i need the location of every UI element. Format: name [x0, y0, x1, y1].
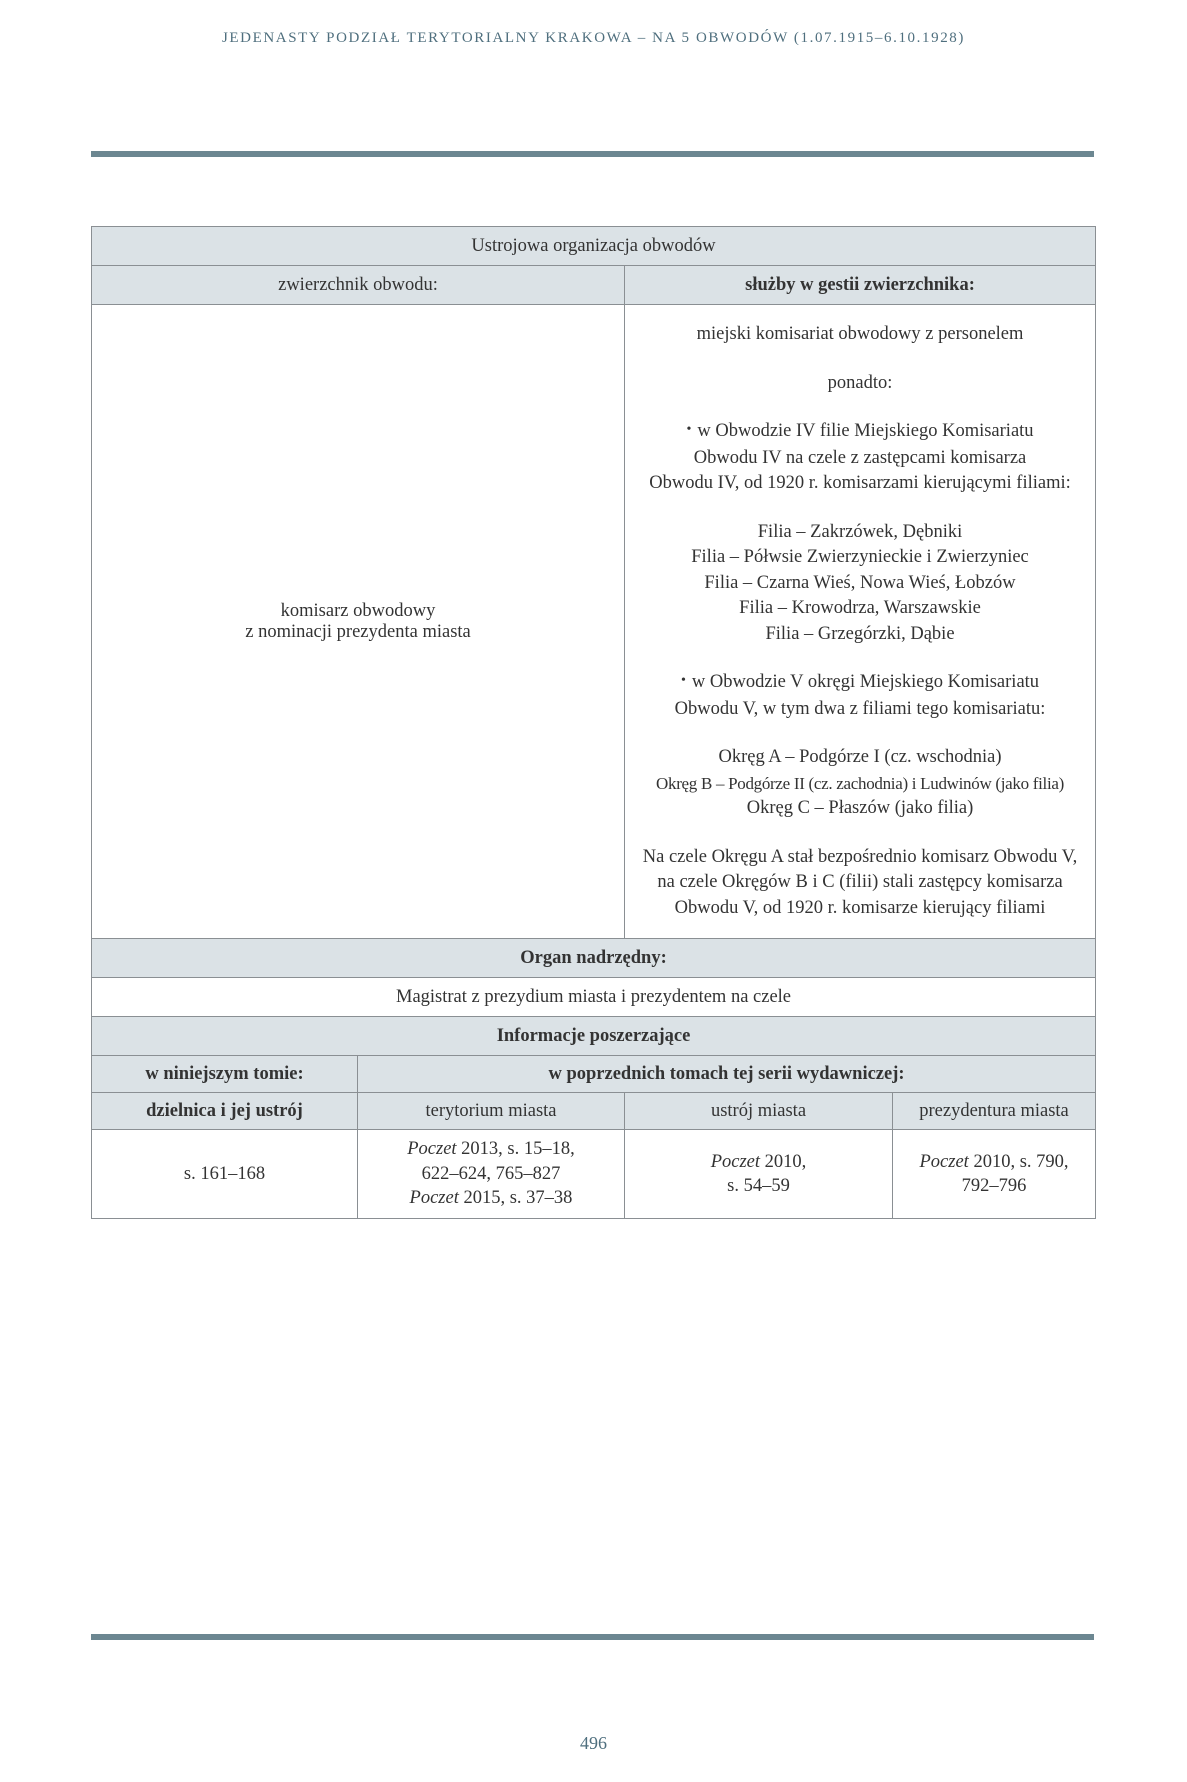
organ-head: Organ nadrzędny: — [92, 939, 1096, 978]
sub-head-ustroj: ustrój miasta — [625, 1093, 893, 1130]
ref-line: Poczet 2013, s. 15–18, — [407, 1139, 575, 1160]
ponadto-line: ponadto: — [827, 372, 893, 393]
ref-terytorium — [358, 1130, 625, 1219]
intro-line: miejski komisariat obwodowy z personelem — [696, 324, 1024, 344]
closing-line: na czele Okręgów B i C (filii) stali zastępcy komisarza — [657, 872, 1063, 892]
col-head-left: zwierzchnik obwodu: — [92, 266, 625, 305]
bullet-line: Obwodu IV, od 1920 r. komisarzami kierującymi filiami: — [649, 473, 1071, 493]
running-head: JEDENASTY PODZIAŁ TERYTORIALNY KRAKOWA – NA 5 OBWODÓW (1.07.1915–6.10.1928) — [221, 30, 966, 46]
sub-head-terytorium: terytorium miasta — [358, 1093, 625, 1130]
left-cell-line: z nominacji prezydenta miasta — [245, 621, 471, 642]
previous-volumes-head: w poprzednich tomach tej serii wydawniczej: — [358, 1056, 1096, 1093]
ref-prezydentura — [893, 1130, 1096, 1219]
ref-dzielnica: s. 161–168 — [92, 1130, 358, 1219]
filia-line: Filia – Grzegórzki, Dąbie — [765, 623, 955, 644]
okreg-line: Okręg A – Podgórze I (cz. wschodnia) — [718, 747, 1002, 767]
ref-line: s. 54–59 — [727, 1176, 790, 1196]
col-head-right: służby w gestii zwierzchnika: — [625, 266, 1096, 305]
bullet-line: Obwodu IV na czele z zastępcami komisarza — [693, 447, 1027, 468]
organization-table — [91, 226, 1096, 1219]
bullet-line: Obwodu V, w tym dwa z filiami tego komisariatu: — [674, 698, 1046, 719]
ref-ustroj — [625, 1130, 893, 1219]
sub-head-dzielnica: dzielnica i jej ustrój — [92, 1093, 358, 1130]
bullet-line: • w Obwodzie V okręgi Miejskiego Komisariatu — [625, 670, 1095, 697]
closing-line: Obwodu V, od 1920 r. komisarze kierujący filiami — [674, 897, 1046, 918]
this-volume-head: w niniejszym tomie: — [92, 1056, 358, 1093]
top-rule — [91, 151, 1094, 157]
info-head: Informacje poszerzające — [92, 1017, 1096, 1056]
ref-line: 792–796 — [961, 1176, 1027, 1196]
organ-value: Magistrat z prezydium miasta i prezydentem na czele — [92, 978, 1096, 1017]
filia-line: Filia – Czarna Wieś, Nowa Wieś, Łobzów — [704, 572, 1016, 593]
okreg-line: Okręg C – Płaszów (jako filia) — [746, 798, 974, 818]
filia-line: Filia – Półwsie Zwierzynieckie i Zwierzyniec — [691, 547, 1029, 567]
closing-line: Na czele Okręgu A stał bezpośrednio komisarz Obwodu V, — [642, 846, 1078, 867]
ref-line: 622–624, 765–827 — [421, 1163, 561, 1184]
filia-line: Filia – Zakrzówek, Dębniki — [757, 521, 963, 542]
okreg-line: Okręg B – Podgórze II (cz. zachodnia) i Ludwinów (jako filia) — [656, 773, 1064, 793]
right-cell — [625, 305, 1096, 939]
filia-line: Filia – Krowodrza, Warszawskie — [739, 598, 981, 618]
page-number: 496 — [580, 1733, 607, 1753]
ref-line: Poczet 2015, s. 37–38 — [409, 1188, 573, 1209]
bullet-line: • w Obwodzie IV filie Miejskiego Komisariatu — [625, 419, 1095, 446]
bottom-rule — [91, 1634, 1094, 1640]
ref-line: Poczet 2010, s. 790, — [919, 1151, 1069, 1172]
table-title: Ustrojowa organizacja obwodów — [92, 227, 1096, 266]
sub-head-prezydentura: prezydentura miasta — [893, 1093, 1096, 1130]
left-cell-line: komisarz obwodowy — [280, 600, 436, 621]
left-cell — [92, 305, 625, 939]
ref-line: Poczet 2010, — [710, 1151, 807, 1172]
